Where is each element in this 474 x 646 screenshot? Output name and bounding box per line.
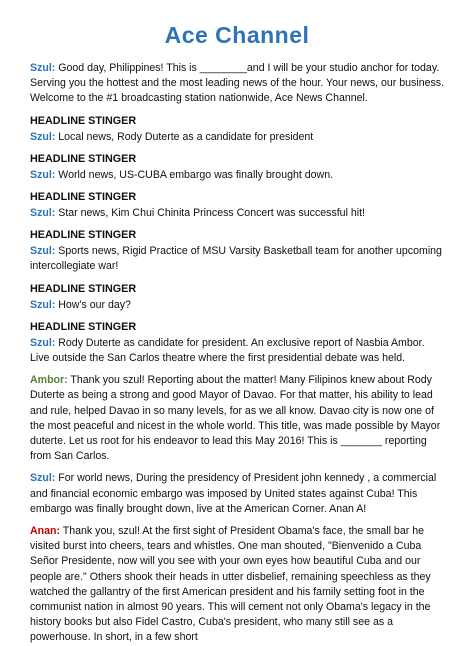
speaker-label: Szul — [30, 207, 52, 220]
document-title: Ace Channel — [164, 22, 310, 48]
script-line — [30, 373, 444, 464]
speaker-colon: : — [51, 168, 56, 181]
speaker-label: Ambor — [30, 374, 65, 387]
speaker-label: Anan — [30, 525, 57, 538]
headline-stinger: HEADLINE STINGER — [30, 229, 137, 242]
line-text: Local news, Rody Duterte as a candidate for president — [55, 130, 314, 143]
script-line — [30, 61, 444, 107]
speaker-label: Szul — [30, 168, 52, 181]
line-text: Good day, Philippines! This is ________and I will be your studio anchor for today. Serving you the hottest and the most leading news of the hour. Your news, our business. Welcome to the #1 broadcasting station nationwide, Ace News Channel. — [30, 62, 445, 105]
line-text: Star news, Kim Chui Chinita Princess Concert was successful hit! — [55, 207, 365, 220]
speaker-label: Szul — [30, 62, 52, 74]
speaker-colon: : — [51, 62, 56, 74]
headline-stinger: HEADLINE STINGER — [30, 114, 137, 127]
script-line — [30, 168, 444, 183]
speaker-colon: : — [51, 207, 56, 220]
headline-stinger: HEADLINE STINGER — [30, 152, 137, 165]
speaker-label: Szul — [30, 472, 52, 485]
script-line — [30, 471, 444, 517]
speaker-colon: : — [51, 298, 56, 311]
speaker-colon: : — [64, 374, 68, 387]
speaker-label: Szul — [30, 298, 52, 311]
line-text: Thank you, szul! At the first sight of President Obama's face, the small bar he visited burst into cheers, tears and whistles. One man shouted, "Bienvenido a Cuba Señor Presidente, now will you see with your own eyes how beautiful Cuba and our people are." Others shook their heads in utter disbelief, remaining speechless as they watched the gallantry of the first American president and his family setting foot in the communist nation in almost 90 years. This will cement not only Obama's legacy in the history books but also Fidel Castro, Cuba's president, who many still see as a powerhouse. In short, in a few short — [30, 525, 431, 644]
speaker-label: Szul — [30, 130, 52, 143]
speaker-colon: : — [51, 245, 56, 258]
speaker-colon: : — [51, 130, 56, 143]
speaker-colon: : — [51, 472, 56, 485]
line-text: Rody Duterte as candidate for president. An exclusive report of Nasbia Ambor. Live outside the San Carlos theatre where the first presidential debate was held. — [30, 336, 425, 365]
line-text: Sports news, Rigid Practice of MSU Varsity Basketball team for another upcoming intercollegiate war! — [30, 245, 442, 273]
script-line — [30, 244, 444, 274]
line-text: Thank you szul! Reporting about the matter! Many Filipinos knew about Rody Duterte as being a strong and good Mayor of Davao. For that matter, his ability to lead and rule, helped Davao in so many levels, for as we all know. Davao city is now one of the most peaceful and nicest in the whole world. This title, was made possible by Mayor duterte. Let us root for his endeavor to lead this May 2016! This is _______ reporting from San Carlos. — [30, 374, 441, 463]
speaker-label: Szul — [30, 336, 52, 349]
line-text: For world news, During the presidency of President john kennedy , a commercial and financial economic embargo was imposed by United states against Cuba! This embargo was finally brought down, live at the American Corner. Anan A! — [30, 472, 437, 515]
script-line — [30, 130, 444, 145]
line-text: World news, US-CUBA embargo was finally brought down. — [55, 168, 334, 181]
line-text: How's our day? — [55, 298, 131, 311]
script-line — [30, 206, 444, 221]
headline-stinger: HEADLINE STINGER — [30, 191, 137, 204]
speaker-colon: : — [51, 336, 56, 349]
headline-stinger: HEADLINE STINGER — [30, 320, 137, 333]
script-line — [30, 298, 444, 313]
script-line — [30, 524, 444, 646]
headline-stinger: HEADLINE STINGER — [30, 282, 137, 295]
speaker-label: Szul — [30, 245, 52, 258]
speaker-colon: : — [56, 525, 61, 538]
script-line — [30, 336, 444, 366]
